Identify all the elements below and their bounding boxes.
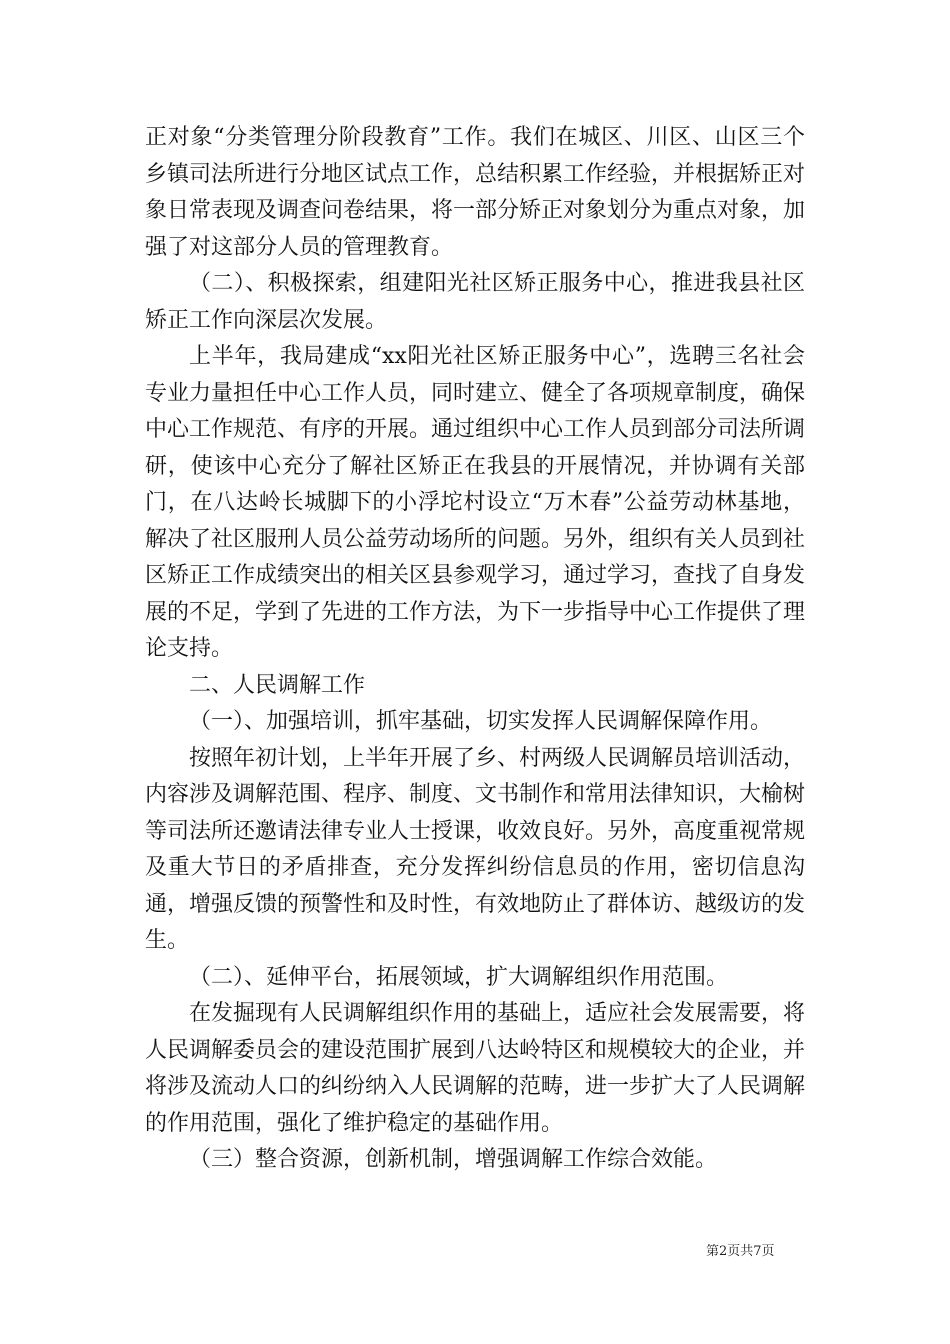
paragraph-continuation: 正对象“分类管理分阶段教育”工作。我们在城区、川区、山区三个乡镇司法所进行分地区试点工作，总结积累工作经验，并根据矫正对象日常表现及调查问卷结果，将一部分矫正对象划分为重点对象，加强了对这部分人员的管理教育。 — [145, 125, 806, 260]
section-heading-2: （二）、积极探索，组建阳光社区矫正服务中心，推进我县社区矫正工作向深层次发展。 — [145, 271, 805, 333]
paragraph-expansion: 在发掘现有人民调解组织作用的基础上，适应社会发展需要，将人民调解委员会的建设范围扩展到八达岭特区和规模较大的企业，并将涉及流动人口的纠纷纳入人民调解的范畴，进一步扩大了人民调解的作用范围，强化了维护稳定的基础作用。 — [145, 1001, 806, 1136]
section-heading-1: （一）、加强培训，抓牢基础，切实发挥人民调解保障作用。 — [189, 709, 773, 734]
section-heading-3: （三）整合资源，创新机制，增强调解工作综合效能。 — [189, 1147, 718, 1172]
section-title-mediation: 二、人民调解工作 — [189, 672, 366, 698]
section-heading-2b: （二）、延伸平台，拓展领域，扩大调解组织作用范围。 — [189, 964, 729, 990]
page-number: 第2页共7页 — [706, 1244, 775, 1259]
document-body — [145, 120, 805, 1179]
paragraph-service-center: 上半年，我局建成“xx阳光社区矫正服务中心”，选聘三名社会专业力量担任中心工作人员，同时建立、健全了各项规章制度，确保中心工作规范、有序的开展。通过组织中心工作人员到部分司法所调研，使该中心充分了解社区矫正在我县的开展情况，并协调有关部门，在八达岭长城脚下的小浮坨村设立“万木春”公益劳动林基地，解决了社区服刑人员公益劳动场所的问题。另外，组织有关人员到社区矫正工作成绩突出的相关区县参观学习，通过学习，查找了自身发展的不足，学到了先进的工作方法，为下一步指导中心工作提供了理论支持。 — [145, 344, 806, 661]
paragraph-training: 按照年初计划，上半年开展了乡、村两级人民调解员培训活动，内容涉及调解范围、程序、制度、文书制作和常用法律知识，大榆树等司法所还邀请法律专业人士授课，收效良好。另外，高度重视常规及重大节日的矛盾排查，充分发挥纠纷信息员的作用，密切信息沟通，增强反馈的预警性和及时性，有效地防止了群体访、越级访的发生。 — [145, 745, 806, 953]
